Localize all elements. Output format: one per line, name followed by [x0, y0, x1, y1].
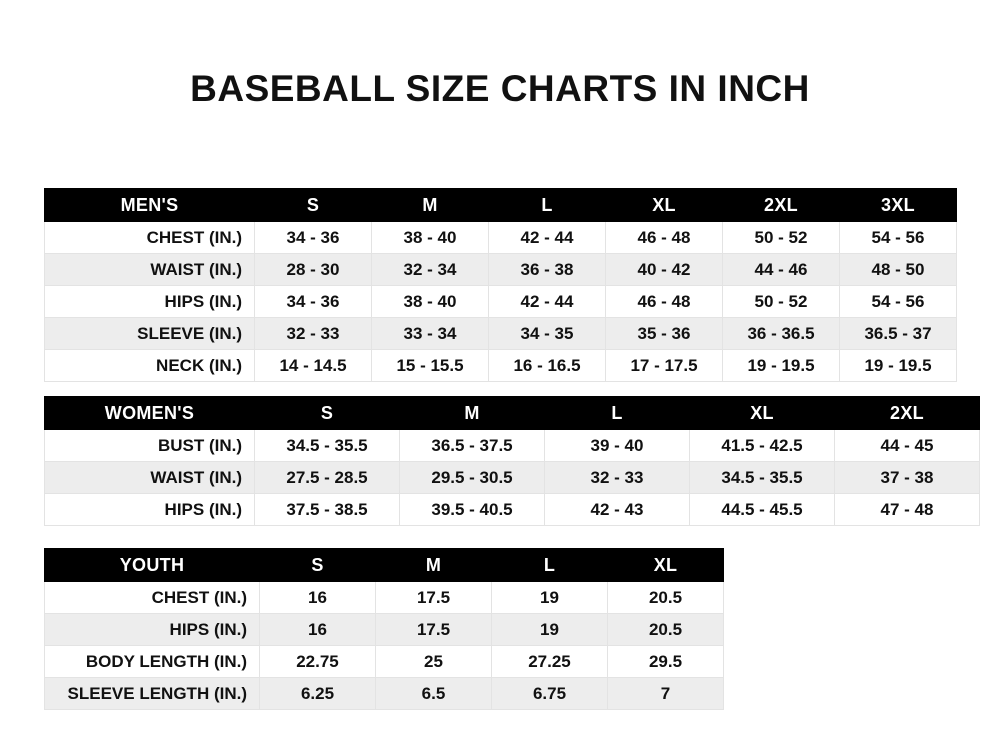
cell: 28 - 30 — [255, 254, 372, 286]
cell: 29.5 - 30.5 — [400, 462, 545, 494]
cell: 16 — [260, 614, 376, 646]
table-header-row — [45, 189, 957, 222]
cell: 17 - 17.5 — [606, 350, 723, 382]
cell: 34 - 36 — [255, 222, 372, 254]
cell: 50 - 52 — [723, 286, 840, 318]
row-label: BODY LENGTH (IN.) — [45, 646, 260, 678]
womens-header-xl: XL — [690, 397, 835, 430]
cell: 37.5 - 38.5 — [255, 494, 400, 526]
table-row — [45, 350, 957, 382]
cell: 36.5 - 37.5 — [400, 430, 545, 462]
cell: 19 - 19.5 — [840, 350, 957, 382]
cell: 6.25 — [260, 678, 376, 710]
cell: 19 - 19.5 — [723, 350, 840, 382]
cell: 20.5 — [608, 582, 724, 614]
cell: 27.25 — [492, 646, 608, 678]
cell: 15 - 15.5 — [372, 350, 489, 382]
cell: 44 - 46 — [723, 254, 840, 286]
cell: 54 - 56 — [840, 222, 957, 254]
cell: 36 - 38 — [489, 254, 606, 286]
youth-size-chart — [44, 548, 724, 710]
row-label: NECK (IN.) — [45, 350, 255, 382]
table-row — [45, 646, 724, 678]
cell: 25 — [376, 646, 492, 678]
table-row — [45, 494, 980, 526]
cell: 38 - 40 — [372, 222, 489, 254]
row-label: WAIST (IN.) — [45, 462, 255, 494]
cell: 22.75 — [260, 646, 376, 678]
cell: 17.5 — [376, 614, 492, 646]
mens-header-2xl: 2XL — [723, 189, 840, 222]
cell: 36.5 - 37 — [840, 318, 957, 350]
row-label: CHEST (IN.) — [45, 222, 255, 254]
cell: 34 - 35 — [489, 318, 606, 350]
page-title: BASEBALL SIZE CHARTS IN INCH — [190, 68, 810, 109]
cell: 34.5 - 35.5 — [255, 430, 400, 462]
cell: 33 - 34 — [372, 318, 489, 350]
cell: 39.5 - 40.5 — [400, 494, 545, 526]
cell: 37 - 38 — [835, 462, 980, 494]
row-label: HIPS (IN.) — [45, 614, 260, 646]
table-row — [45, 222, 957, 254]
row-label: BUST (IN.) — [45, 430, 255, 462]
row-label: CHEST (IN.) — [45, 582, 260, 614]
youth-header-category: YOUTH — [45, 549, 260, 582]
cell: 29.5 — [608, 646, 724, 678]
mens-header-category: MEN'S — [45, 189, 255, 222]
womens-header-l: L — [545, 397, 690, 430]
cell: 54 - 56 — [840, 286, 957, 318]
cell: 48 - 50 — [840, 254, 957, 286]
cell: 16 - 16.5 — [489, 350, 606, 382]
table-row — [45, 254, 957, 286]
womens-header-s: S — [255, 397, 400, 430]
womens-header-m: M — [400, 397, 545, 430]
mens-size-chart — [44, 188, 957, 382]
table-row — [45, 318, 957, 350]
table-row — [45, 678, 724, 710]
cell: 17.5 — [376, 582, 492, 614]
youth-header-m: M — [376, 549, 492, 582]
table-header-row — [45, 397, 980, 430]
table-row — [45, 614, 724, 646]
cell: 16 — [260, 582, 376, 614]
cell: 7 — [608, 678, 724, 710]
row-label: HIPS (IN.) — [45, 494, 255, 526]
womens-header-2xl: 2XL — [835, 397, 980, 430]
mens-header-xl: XL — [606, 189, 723, 222]
cell: 38 - 40 — [372, 286, 489, 318]
cell: 6.75 — [492, 678, 608, 710]
youth-header-s: S — [260, 549, 376, 582]
cell: 19 — [492, 614, 608, 646]
cell: 40 - 42 — [606, 254, 723, 286]
mens-header-3xl: 3XL — [840, 189, 957, 222]
cell: 42 - 44 — [489, 286, 606, 318]
cell: 42 - 44 — [489, 222, 606, 254]
cell: 42 - 43 — [545, 494, 690, 526]
mens-header-l: L — [489, 189, 606, 222]
youth-header-xl: XL — [608, 549, 724, 582]
mens-header-s: S — [255, 189, 372, 222]
cell: 44.5 - 45.5 — [690, 494, 835, 526]
cell: 27.5 - 28.5 — [255, 462, 400, 494]
cell: 14 - 14.5 — [255, 350, 372, 382]
mens-header-m: M — [372, 189, 489, 222]
cell: 47 - 48 — [835, 494, 980, 526]
cell: 34 - 36 — [255, 286, 372, 318]
row-label: WAIST (IN.) — [45, 254, 255, 286]
cell: 46 - 48 — [606, 286, 723, 318]
cell: 44 - 45 — [835, 430, 980, 462]
table-row — [45, 430, 980, 462]
cell: 6.5 — [376, 678, 492, 710]
cell: 32 - 34 — [372, 254, 489, 286]
cell: 50 - 52 — [723, 222, 840, 254]
cell: 46 - 48 — [606, 222, 723, 254]
cell: 35 - 36 — [606, 318, 723, 350]
cell: 41.5 - 42.5 — [690, 430, 835, 462]
table-header-row — [45, 549, 724, 582]
cell: 36 - 36.5 — [723, 318, 840, 350]
womens-header-category: WOMEN'S — [45, 397, 255, 430]
table-row — [45, 582, 724, 614]
youth-header-l: L — [492, 549, 608, 582]
cell: 39 - 40 — [545, 430, 690, 462]
cell: 19 — [492, 582, 608, 614]
row-label: SLEEVE (IN.) — [45, 318, 255, 350]
row-label: SLEEVE LENGTH (IN.) — [45, 678, 260, 710]
cell: 32 - 33 — [545, 462, 690, 494]
table-row — [45, 286, 957, 318]
cell: 34.5 - 35.5 — [690, 462, 835, 494]
table-row — [45, 462, 980, 494]
cell: 32 - 33 — [255, 318, 372, 350]
womens-size-chart — [44, 396, 980, 526]
row-label: HIPS (IN.) — [45, 286, 255, 318]
cell: 20.5 — [608, 614, 724, 646]
